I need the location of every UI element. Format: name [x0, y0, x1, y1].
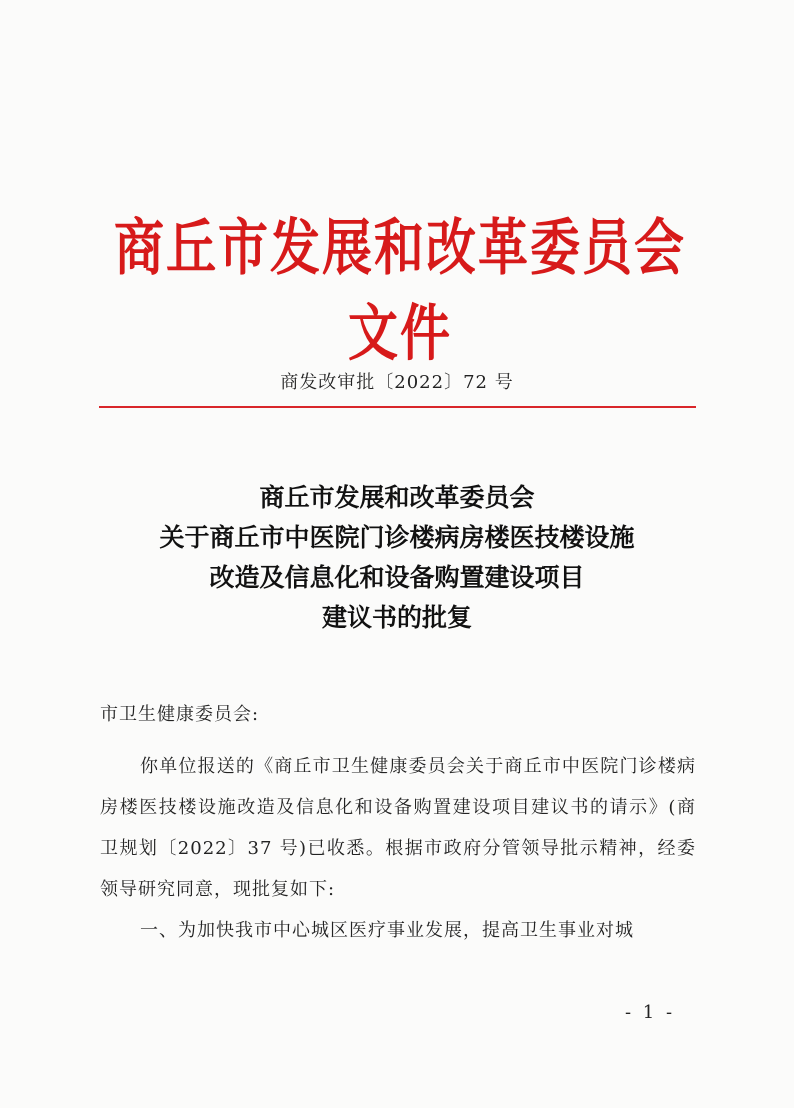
body-paragraph-1: 你单位报送的《商丘市卫生健康委员会关于商丘市中医院门诊楼病房楼医技楼设施改造及信息化和设备购置建设项目建议书的请示》(商卫规划〔2022〕37 号)已收悉。根据市政府分管领导批示精神，经委领导研究同意，现批复如下: — [100, 756, 696, 900]
body-paragraph-2: 一、为加快我市中心城区医疗事业发展，提高卫生事业对城 — [140, 920, 634, 941]
document-masthead: 商丘市发展和改革委员会文件 — [114, 211, 686, 369]
title-line-4: 建议书的批复 — [321, 603, 472, 632]
document-number: 商发改审批〔2022〕72 号 — [280, 372, 514, 393]
title-line-2: 关于商丘市中医院门诊楼病房楼医技楼设施 — [159, 523, 635, 552]
addressee: 市卫生健康委员会: — [100, 704, 260, 725]
title-line-3: 改造及信息化和设备购置建设项目 — [209, 563, 585, 592]
title-line-1: 商丘市发展和改革委员会 — [259, 483, 535, 512]
document-title — [100, 478, 694, 638]
red-divider-line — [99, 406, 696, 408]
body-text — [100, 746, 696, 951]
page-number: - 1 - — [625, 1002, 676, 1023]
